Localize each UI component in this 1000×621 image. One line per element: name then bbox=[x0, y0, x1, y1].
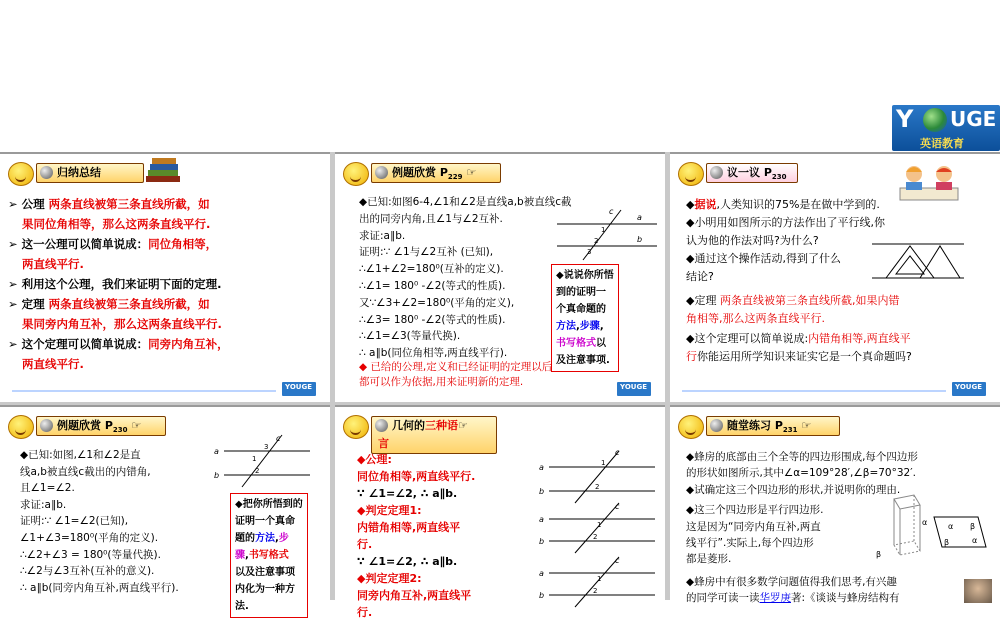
fig-label-a: a bbox=[214, 447, 219, 456]
p1-line-7: ➢ 这个定理可以简单说成：同旁内角互补， bbox=[8, 337, 229, 351]
panel-title: 议一议 $P_{230}$ bbox=[706, 163, 798, 183]
p6-line-2: ◆试确定这三个四边形的形状,并说明你的理由. bbox=[686, 483, 901, 496]
ball-icon bbox=[710, 166, 723, 179]
figures-three-languages bbox=[535, 447, 661, 607]
pointing-hand-icon: ☞ bbox=[797, 419, 812, 432]
svg-text:2: 2 bbox=[593, 533, 598, 541]
svg-text:β: β bbox=[944, 538, 950, 547]
smiley-icon bbox=[343, 162, 369, 186]
p6-line-6: 线平行”.实际上,每个四边形 bbox=[686, 537, 814, 550]
pointing-hand-icon: ☞ bbox=[462, 166, 477, 179]
svg-text:α: α bbox=[972, 536, 978, 545]
p4-line-8: ∴ a∥b(同旁内角互补,两直线平行). bbox=[20, 581, 179, 594]
p6-line-5: 这是因为“同旁内角互补,两直 bbox=[686, 520, 821, 533]
svg-text:2: 2 bbox=[593, 587, 598, 595]
p2-bottom: ◆ 已给的公理,定义和已经证明的定理以后 都可以作为依据,用来证明新的定理. bbox=[359, 361, 553, 388]
p4-line-7: ∴∠2与∠3互补(互补的意义). bbox=[20, 565, 155, 578]
p2-line-9: ∴ a∥b(同位角相等,两直线平行). bbox=[359, 347, 508, 360]
p2-line-4: ∴∠1+∠2=180⁰(互补的定义). bbox=[359, 263, 504, 276]
figure-parallel-lines bbox=[557, 206, 661, 260]
pointing-diamond-icon: ◆ bbox=[235, 499, 243, 510]
p3-theorem bbox=[686, 292, 912, 366]
tip-box: ◆说说你所悟 到的证明一 个真命题的 方法,步骤, 书写格式以 及注意事项. bbox=[551, 264, 619, 372]
slide-panel-3[interactable] bbox=[670, 152, 1000, 402]
honeycomb-figure bbox=[874, 495, 990, 567]
p1-line-8: 两直线平行. bbox=[22, 357, 84, 371]
fig-label-3: 3 bbox=[264, 443, 269, 451]
figure-corresponding bbox=[539, 448, 655, 503]
p3-body bbox=[686, 196, 885, 286]
p1-line-4: ➢ 利用这个公理，我们来证明下面的定理. bbox=[8, 277, 222, 291]
books-icon bbox=[144, 158, 182, 188]
svg-text:β: β bbox=[970, 522, 976, 531]
p4-line-0: ◆已知:如图,∠1和∠2是直 bbox=[20, 449, 141, 461]
p5-line-3: ◆判定定理1: bbox=[357, 504, 422, 517]
p4-line-5: ∠1+∠3=180⁰(平角的定义). bbox=[20, 531, 159, 544]
smiley-icon bbox=[8, 415, 34, 439]
svg-text:1: 1 bbox=[597, 521, 602, 529]
figure-set-square bbox=[870, 234, 966, 282]
svg-text:c: c bbox=[615, 556, 620, 565]
p6-line-4: ◆这三个四边形是平行四边形. bbox=[686, 504, 824, 517]
p1-line-1: 果同位角相等，那么这两条直线平行. bbox=[22, 217, 211, 231]
figure-alternate-angles bbox=[212, 431, 312, 487]
slide-panel-6[interactable] bbox=[670, 405, 1000, 605]
panel-title: 归纳总结 bbox=[36, 163, 144, 183]
p5-line-2: ∵ ∠1=∠2, ∴ a∥b. bbox=[357, 487, 458, 500]
fig-label-3: 3 bbox=[587, 248, 592, 256]
tip-box: ◆把你所悟到的 证明一个真命 题的方法,步 骤,书写格式 以及注意事项 内化为一种方 法. bbox=[230, 493, 308, 618]
pointing-diamond-icon: ◆ bbox=[556, 270, 564, 281]
figure-alternate bbox=[539, 502, 655, 553]
fig-label-c: c bbox=[276, 434, 281, 443]
panel-title: 随堂练习 $P_{231}$ ☞ bbox=[706, 416, 840, 436]
svg-text:2: 2 bbox=[595, 483, 600, 491]
p3-line-0: ◆据说,人类知识的75%是在做中学到的. bbox=[686, 198, 880, 211]
p5-line-4: 内错角相等,两直线平 bbox=[357, 521, 461, 534]
p3-thm-line-1: 角相等,那么这两条直线平行. bbox=[686, 312, 825, 325]
p4-line-4: 证明:∵ ∠1=∠2(已知), bbox=[20, 515, 129, 528]
svg-text:b: b bbox=[539, 537, 545, 546]
panel-title: 例题欣赏 $P_{230}$ ☞ bbox=[36, 416, 166, 436]
fig-label-1: 1 bbox=[252, 455, 257, 463]
p4-line-6: ∴∠2+∠3 = 180⁰(等量代换). bbox=[20, 548, 161, 561]
fig-label-b: b bbox=[214, 471, 220, 480]
svg-text:a: a bbox=[539, 463, 544, 472]
fig-label-b: b bbox=[637, 235, 643, 244]
svg-text:a: a bbox=[539, 569, 544, 578]
p2-line-7: ∴∠3= 180⁰ -∠2(等式的性质). bbox=[359, 313, 506, 326]
p2-line-3: 证明:∵ ∠1与∠2互补 (已知), bbox=[359, 246, 494, 259]
mini-logo bbox=[617, 382, 651, 396]
pointing-hand-icon: ☞ bbox=[458, 419, 468, 432]
globe-icon bbox=[923, 108, 947, 132]
p1-line-3: 两直线平行. bbox=[22, 257, 84, 271]
smiley-icon bbox=[343, 415, 369, 439]
svg-text:b: b bbox=[539, 591, 545, 600]
p3-line-1: ◆小明用如图所示的方法作出了平行线,你 bbox=[686, 216, 885, 229]
p2-line-8: ∴∠1=∠3(等量代换). bbox=[359, 330, 461, 343]
p4-line-1: 线a,b被直线c截出的内错角, bbox=[20, 465, 151, 478]
p3-line-2: 认为他的作法对吗?为什么? bbox=[686, 234, 819, 247]
fig-label-c: c bbox=[609, 207, 614, 216]
author-portrait bbox=[964, 579, 992, 603]
svg-text:c: c bbox=[615, 502, 620, 511]
slide-panel-5[interactable] bbox=[335, 405, 665, 619]
p6-line-9: ◆蜂房中有很多数学问题值得我们思考,有兴趣 bbox=[686, 575, 897, 588]
p3-thm-line-3: 行你能运用所学知识来证实它是一个真命题吗? bbox=[686, 350, 912, 363]
p6-line-10: 的同学可读一读华罗庚著:《谈谈与蜂房结构有 bbox=[686, 592, 900, 605]
p3-thm-line-0: ◆定理 两条直线被第三条直线所截,如果内错 bbox=[686, 294, 900, 307]
slide-panel-1[interactable] bbox=[0, 152, 330, 402]
p5-line-6: ∵ ∠1=∠2, ∴ a∥b. bbox=[357, 555, 458, 568]
logo-text-right: UGE bbox=[950, 107, 997, 131]
p3-thm-line-2: ◆这个定理可以简单说成:内错角相等,两直线平 bbox=[686, 332, 911, 345]
book-author-link[interactable]: 华罗庚 bbox=[759, 592, 791, 605]
mini-logo bbox=[282, 382, 316, 396]
p2-line-2: 求证:a∥b. bbox=[359, 229, 406, 242]
p3-line-4: 结论? bbox=[686, 270, 714, 283]
panel-title: 例题欣赏 $P_{229}$ ☞ bbox=[371, 163, 501, 183]
logo-text-cn: 英语教育 bbox=[920, 137, 964, 150]
p2-line-5: ∴∠1= 180⁰ -∠2(等式的性质). bbox=[359, 279, 506, 292]
p5-line-0: ◆公理: bbox=[357, 453, 392, 466]
fig-label-a: a bbox=[637, 213, 642, 222]
svg-text:a: a bbox=[539, 515, 544, 524]
svg-text:1: 1 bbox=[601, 459, 606, 467]
p1-line-2: ➢ 这一公理可以简单说成：同位角相等， bbox=[8, 237, 218, 251]
p5-line-8: 同旁内角互补,两直线平 bbox=[357, 589, 472, 602]
svg-text:α: α bbox=[922, 518, 928, 527]
smiley-icon bbox=[678, 415, 704, 439]
p3-line-3: ◆通过这个操作活动,得到了什么 bbox=[686, 252, 841, 265]
pointing-hand-icon: ☞ bbox=[127, 419, 142, 432]
p4-body bbox=[20, 447, 179, 596]
slide-panel-2[interactable] bbox=[335, 152, 665, 402]
p4-line-2: 且∠1=∠2. bbox=[20, 482, 75, 495]
figure-same-side bbox=[539, 556, 655, 607]
fig-label-2: 2 bbox=[255, 467, 260, 475]
panel-title: 几何的三种语☞ 言 bbox=[371, 416, 497, 454]
p2-line-1: 出的同旁内角,且∠1与∠2互补. bbox=[359, 212, 503, 225]
svg-text:b: b bbox=[539, 487, 545, 496]
ball-icon bbox=[40, 419, 53, 432]
footer-rule bbox=[682, 390, 946, 392]
p5-line-7: ◆判定定理2: bbox=[357, 572, 422, 585]
ball-icon bbox=[710, 419, 723, 432]
p6-line-7: 都是菱形. bbox=[686, 553, 732, 566]
ball-icon bbox=[40, 166, 53, 179]
fig-label-1: 1 bbox=[601, 226, 606, 234]
p5-line-5: 行. bbox=[357, 538, 373, 551]
mini-logo bbox=[952, 382, 986, 396]
brand-logo bbox=[892, 105, 1000, 151]
svg-text:α: α bbox=[948, 522, 954, 531]
logo-text-left: Y bbox=[896, 105, 915, 133]
smiley-icon bbox=[8, 162, 34, 186]
p1-line-0: ➢ 公理 两条直线被第三条直线所截，如 bbox=[8, 197, 210, 211]
svg-text:1: 1 bbox=[597, 575, 602, 583]
p2-line-0: ◆已知:如图6-4,∠1和∠2是直线a,b被直线c截 bbox=[359, 196, 572, 208]
ball-icon bbox=[375, 166, 388, 179]
p4-line-3: 求证:a∥b. bbox=[20, 498, 67, 511]
p5-body bbox=[357, 451, 475, 621]
p2-body bbox=[359, 194, 572, 362]
svg-text:c: c bbox=[615, 448, 620, 457]
svg-text:β: β bbox=[876, 550, 882, 559]
p6-line-0: ◆蜂房的底部由三个全等的四边形围成,每个四边形 bbox=[686, 451, 918, 463]
slide-panel-4[interactable] bbox=[0, 405, 330, 612]
p1-line-5: ➢ 定理 两条直线被第三条直线所截，如 bbox=[8, 297, 210, 311]
p5-line-1: 同位角相等,两直线平行. bbox=[357, 470, 476, 483]
p2-line-6: 又∵∠3+∠2=180⁰(平角的定义), bbox=[359, 296, 515, 309]
p1-body bbox=[8, 194, 229, 374]
footer-rule bbox=[12, 390, 276, 392]
ball-icon bbox=[375, 419, 388, 432]
p5-line-9: 行. bbox=[357, 606, 373, 619]
students-illustration bbox=[894, 162, 964, 204]
p6-line-1: 的形状如图所示,其中∠α=109°28′,∠β=70°32′. bbox=[686, 467, 916, 480]
fig-label-2: 2 bbox=[594, 237, 599, 245]
p1-line-6: 果同旁内角互补，那么这两条直线平行. bbox=[22, 317, 222, 331]
smiley-icon bbox=[678, 162, 704, 186]
